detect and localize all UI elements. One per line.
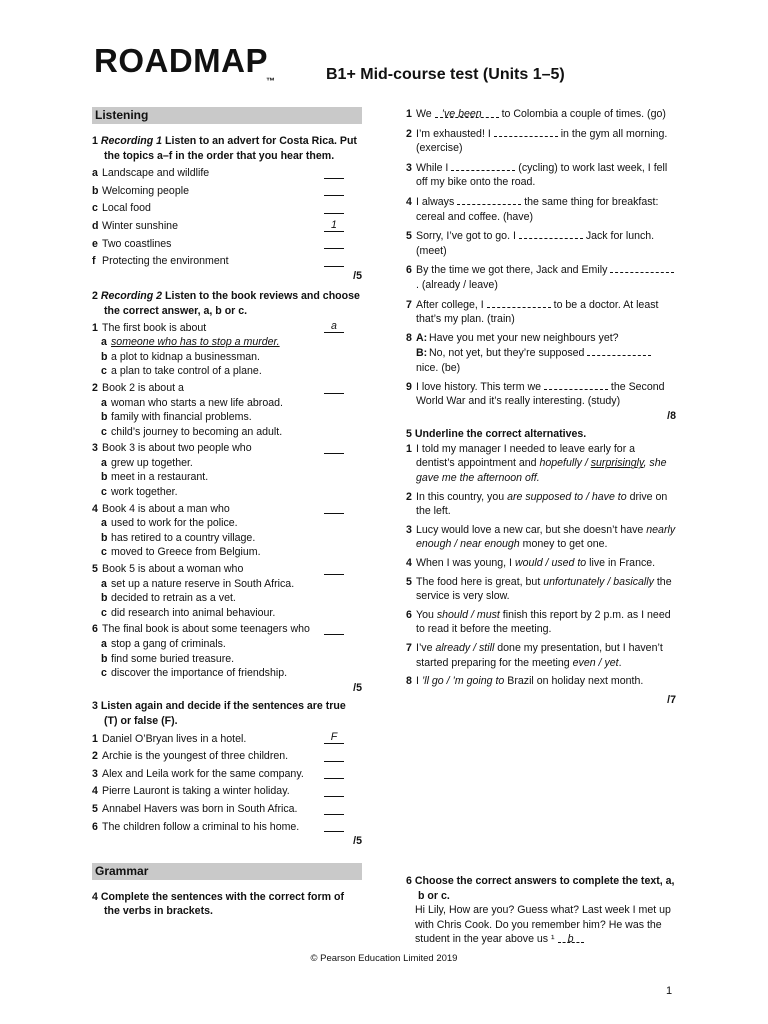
q4-number: 4: [92, 890, 98, 903]
q5-item: [406, 641, 676, 670]
q5-list: [406, 442, 676, 689]
answer-blank[interactable]: [324, 622, 344, 635]
q4-item-post: the same thing for breakfast: cereal and coffee. (have): [416, 195, 659, 223]
q5-item-text: drive on the left.: [416, 490, 668, 518]
q1-item-text: Welcoming people: [102, 184, 189, 197]
q5-alternatives[interactable]: unfortunately / basically: [543, 575, 654, 588]
q4-item-9-number: 9: [406, 380, 412, 393]
q3-item: [92, 784, 362, 799]
q3-number: 3: [92, 700, 98, 713]
q1-text: Listen to an advert for Costa Rica. Put the topics a–f in the order that you hear them.: [104, 135, 357, 162]
q4-item-number: 4: [406, 195, 412, 208]
q5-item-text: live in France.: [586, 557, 656, 570]
q2-item: [92, 562, 362, 620]
answer-blank[interactable]: [324, 802, 344, 815]
q6-instruction: [406, 874, 676, 903]
q4-item: [406, 228, 676, 258]
q5-alternatives[interactable]: already / still: [435, 642, 495, 654]
q3-item-text: Archie is the youngest of three children.: [102, 750, 289, 763]
q3-score: /5: [353, 835, 362, 848]
q3-item: [92, 749, 362, 764]
q5-item: [406, 608, 676, 637]
q1-item-text: Two coastlines: [102, 237, 172, 250]
q1-item: [92, 254, 362, 269]
q5-item-number: 2: [406, 490, 412, 503]
answer-blank[interactable]: [487, 297, 551, 308]
q4-item-post: to be a doctor. At least that’s my plan. (train): [416, 298, 659, 326]
q2-option: [92, 425, 362, 440]
q2-option: [92, 637, 362, 652]
q4-item: [406, 160, 676, 190]
q2-option: [92, 485, 362, 500]
trademark-mark: ™: [266, 76, 275, 86]
answer-blank[interactable]: [324, 183, 344, 196]
q5-item-text: Brazil on holiday next month.: [504, 675, 644, 688]
q3-item: [92, 802, 362, 817]
q6-text: Choose the correct answers to complete the text, a, b or c.: [414, 875, 675, 902]
q1-item-letter: e: [92, 237, 98, 250]
q2-option-letter: a: [101, 396, 107, 409]
q4-item-number: 3: [406, 161, 412, 174]
q3-item-number: 6: [92, 820, 98, 833]
q2-option-letter: a: [101, 517, 107, 530]
q2-item-stem-text: Book 5 is about a woman who: [102, 563, 244, 576]
answer-blank[interactable]: [324, 562, 344, 575]
q3-item-text: Alex and Leila work for the same company.: [102, 767, 304, 780]
page-title: B1+ Mid-course test (Units 1–5): [326, 66, 565, 83]
q5-item-text: money to get one.: [519, 538, 608, 551]
q2-instruction: [92, 289, 362, 318]
q5-item-text: I’ve: [416, 642, 436, 654]
q5-item-text: The food here is great, but: [416, 575, 544, 588]
q4-item-post: in the gym all morning. (exercise): [416, 127, 668, 155]
q5-item-text: You: [416, 608, 437, 621]
q5-alternatives[interactable]: ’ll go / ’m going to: [421, 675, 505, 688]
q2-option-text: discover the importance of friendship.: [111, 667, 288, 680]
q2-option: [92, 652, 362, 667]
q2-item-stem-text: The first book is about: [102, 321, 207, 334]
speaker-b-label: B:: [416, 347, 428, 360]
q2-item-number: 2: [92, 381, 98, 394]
q6-block: [406, 874, 676, 947]
section-heading-grammar: Grammar: [92, 863, 362, 880]
q5-item-text: done my presentation, but I haven’t started preparing for the meeting: [416, 642, 663, 669]
q2-option-letter: c: [101, 425, 107, 438]
answer-blank[interactable]: [324, 166, 344, 179]
q1-item: [92, 166, 362, 181]
answer-blank[interactable]: [324, 784, 344, 797]
q2-option-text: did research into animal behaviour.: [111, 606, 276, 619]
q4-item-8-number: 8: [406, 331, 412, 344]
q2-option-letter: b: [101, 471, 108, 484]
answer-blank[interactable]: [324, 381, 344, 394]
answer-blank[interactable]: [324, 766, 344, 779]
q5-item-text: When I was young, I: [416, 557, 515, 570]
q2-item: [92, 321, 362, 379]
q2-option: [92, 335, 362, 350]
q5-alternatives[interactable]: nearly enough / near enough: [416, 523, 676, 551]
answer-blank[interactable]: [519, 228, 583, 239]
answer-blank[interactable]: [587, 345, 651, 356]
q2-item-number: 3: [92, 442, 98, 455]
q4-item-number: 2: [406, 127, 412, 140]
answer-blank[interactable]: [494, 126, 558, 137]
q5-item-number: 6: [406, 608, 412, 621]
q2-score: /5: [353, 681, 362, 694]
q3-item-text: Annabel Havers was born in South Africa.: [102, 802, 298, 815]
q1-recording: Recording 1: [100, 135, 163, 147]
q1-instruction: [92, 134, 362, 163]
q6-answer-blank[interactable]: b: [558, 932, 584, 943]
q2-item-stem-text: The final book is about some teenagers who: [102, 623, 310, 636]
q2-option-letter: a: [101, 638, 107, 650]
q5-item-number: 3: [406, 523, 412, 536]
q3-item-number: 3: [92, 767, 98, 780]
q2-option-letter: c: [101, 546, 107, 559]
q3-item-number: 4: [92, 785, 98, 798]
q2-option-text: someone who has to stop a murder.: [111, 336, 280, 349]
q5-item-number: 7: [406, 642, 412, 654]
answer-blank[interactable]: [324, 749, 344, 762]
q5-item: [406, 556, 676, 571]
q2-option-text: work together.: [111, 486, 178, 499]
q2-option-text: woman who starts a new life abroad.: [111, 396, 283, 409]
q2-option-letter: a: [101, 336, 107, 349]
q2-option: [92, 516, 362, 531]
q5-item-number: 5: [406, 575, 412, 588]
q4-item-pre: I’m exhausted! I: [416, 127, 491, 140]
q1-item-letter: d: [92, 219, 99, 232]
q5-item-text: Lucy would love a new car, but she doesn’t have: [416, 523, 647, 536]
q2-item-stem: [92, 622, 362, 637]
q2-item-stem: [92, 441, 362, 456]
q2-option: [92, 577, 362, 592]
q3-item-number: 2: [92, 750, 98, 763]
q2-option-letter: b: [101, 531, 108, 544]
q3-item-text: Pierre Lauront is taking a winter holiday.: [102, 785, 290, 798]
q5-item-text: In this country, you: [416, 490, 508, 503]
q2-item-number: 4: [92, 502, 98, 515]
q5-number: 5: [406, 428, 412, 441]
q5-alternatives[interactable]: are supposed to / have to: [507, 490, 627, 503]
q2-option: [92, 410, 362, 425]
q4-item-number: 5: [406, 230, 412, 243]
q2-option-text: find some buried treasure.: [111, 652, 235, 665]
q2-option: [92, 666, 362, 681]
q2-item-stem-text: Book 3 is about two people who: [102, 442, 252, 455]
q3-instruction: [92, 699, 362, 728]
q5-alternatives[interactable]: surprisingly: [590, 457, 644, 470]
q2-option-text: used to work for the police.: [111, 517, 238, 530]
q3-item: [92, 820, 362, 835]
q4-item-8: [406, 331, 676, 376]
q2-option-text: a plot to kidnap a businessman.: [111, 350, 260, 363]
q2-option-letter: b: [101, 652, 108, 665]
q3-item: [92, 732, 362, 747]
q4-item-number: 1: [406, 108, 412, 120]
q5-score: /7: [667, 693, 676, 706]
q2-option-text: a plan to take control of a plane.: [111, 365, 262, 378]
q1-item: [92, 219, 362, 234]
q5-item-number: 8: [406, 675, 412, 688]
q6-number: 6: [406, 875, 412, 887]
q2-item-number: 6: [92, 623, 98, 636]
q2-option-text: meet in a restaurant.: [111, 471, 209, 484]
q4-instruction: [92, 890, 362, 919]
q6-body-text: Hi Lily, How are you? Guess what? Last week I met up with Chris Cook. Do you remember him? He was the student in the year above us ¹: [415, 904, 671, 946]
q2-option: [92, 531, 362, 546]
q2-option-text: grew up together.: [111, 456, 193, 469]
q2-list: [92, 321, 362, 681]
q2-text: Listen to the book reviews and choose the correct answer, a, b or c.: [104, 290, 360, 317]
q5-item: [406, 674, 676, 689]
q2-item-number: 1: [92, 321, 98, 334]
q2-item-stem: [92, 562, 362, 577]
q2-option-text: has retired to a country village.: [111, 531, 256, 544]
q6-body: [406, 903, 676, 947]
q4-item-post: (cycling) to work last week, I fell off my bike onto the road.: [416, 161, 668, 189]
q1-item: [92, 201, 362, 216]
q1-list: [92, 166, 362, 269]
q1-item-text: Protecting the environment: [102, 255, 229, 268]
q5-alternatives[interactable]: would / used to: [514, 557, 587, 570]
q5-instruction: [406, 427, 676, 442]
q4-item-post: . (already / leave): [416, 278, 498, 291]
roadmap-logo: ROADMAP: [94, 42, 268, 79]
q1-score: /5: [353, 269, 362, 282]
answer-blank[interactable]: 1: [324, 219, 344, 232]
q2-option-letter: c: [101, 667, 107, 680]
q5-alternatives[interactable]: hopefully /: [539, 457, 591, 470]
answer-blank[interactable]: F: [324, 731, 344, 744]
q2-option: [92, 591, 362, 606]
speaker-a-text: Have you met your new neighbours yet?: [428, 331, 619, 344]
q4-item-number: 7: [406, 298, 412, 311]
answer-blank[interactable]: [324, 236, 344, 249]
q4-item: [406, 126, 676, 156]
q5-alternatives[interactable]: should / must: [436, 608, 500, 621]
copyright: © Pearson Education Limited 2019: [310, 953, 458, 964]
q4-item-pre: I always: [416, 195, 455, 208]
q2-item: [92, 441, 362, 499]
q1-item-letter: f: [92, 255, 96, 268]
q2-option: [92, 470, 362, 485]
answer-blank[interactable]: ’ve been: [435, 107, 499, 118]
left-column: [92, 107, 362, 919]
q2-item-number: 5: [92, 563, 98, 576]
q4-item-9: [406, 379, 676, 409]
q1-item-text: Landscape and wildlife: [102, 167, 210, 180]
q2-item-stem-text: Book 4 is about a man who: [102, 502, 230, 515]
q1-number: 1: [92, 135, 98, 147]
q1-item-text: Local food: [102, 202, 151, 215]
q5-item-text: I told my manager I needed to leave early for a dentist’s appointment and: [416, 442, 636, 470]
q2-option-text: decided to retrain as a vet.: [111, 592, 236, 605]
q2-item: [92, 502, 362, 560]
section-heading-listening: Listening: [92, 107, 362, 124]
q5-item-text: the service is very slow.: [416, 575, 672, 603]
q4-item-post: to Colombia a couple of times. (go): [501, 108, 666, 120]
q2-option-text: set up a nature reserve in South Africa.: [111, 577, 295, 590]
q3-list: [92, 732, 362, 835]
q4-item-number: 6: [406, 264, 412, 277]
answer-blank[interactable]: [324, 254, 344, 267]
q2-option: [92, 350, 362, 365]
q2-item-stem: [92, 321, 362, 336]
q4-item-pre: Sorry, I’ve got to go. I: [416, 230, 516, 243]
q1-item-text: Winter sunshine: [102, 219, 178, 232]
q4-item-post: Jack for lunch. (meet): [416, 230, 655, 257]
q4-score: /8: [667, 409, 676, 422]
answer-blank[interactable]: [324, 501, 344, 514]
q4-list: [406, 107, 676, 327]
q2-option-letter: a: [101, 577, 107, 590]
q2-item-stem: [92, 502, 362, 517]
q1-item-letter: c: [92, 202, 98, 215]
q4-item-9-pre: I love history. This term we: [416, 380, 542, 393]
answer-blank[interactable]: [544, 379, 608, 390]
q5-item-text: I: [416, 675, 422, 688]
q4-item-pre: After college, I: [416, 298, 484, 311]
answer-blank[interactable]: [324, 441, 344, 454]
q5-item-number: 1: [406, 442, 412, 455]
q2-option-letter: b: [101, 592, 108, 605]
right-column: [406, 107, 676, 707]
q4-item-pre: By the time we got there, Jack and Emily: [416, 264, 608, 277]
q5-item: [406, 575, 676, 604]
speaker-a-label: A:: [416, 331, 428, 344]
q5-item-text: .: [618, 656, 622, 669]
q2-option: [92, 545, 362, 560]
q2-option-letter: c: [101, 365, 107, 378]
answer-blank[interactable]: [457, 194, 521, 205]
q1-item-letter: a: [92, 167, 98, 180]
q1-item: [92, 237, 362, 252]
speaker-b-post: nice. (be): [416, 361, 461, 374]
answer-blank[interactable]: [324, 201, 344, 214]
q2-option-letter: c: [101, 606, 107, 619]
q2-option: [92, 606, 362, 621]
q2-option-text: moved to Greece from Belgium.: [111, 546, 261, 559]
q5-text: Underline the correct alternatives.: [414, 428, 587, 441]
q5-item: [406, 490, 676, 519]
answer-blank[interactable]: [451, 160, 515, 171]
q2-number: 2: [92, 290, 98, 303]
q3-text: Listen again and decide if the sentences are true (T) or false (F).: [100, 700, 346, 727]
q2-option-letter: c: [101, 486, 107, 499]
answer-blank[interactable]: [324, 819, 344, 832]
q3-item-text: Daniel O’Bryan lives in a hotel.: [102, 732, 247, 745]
q4-item: [406, 194, 676, 224]
q4-item: [406, 107, 676, 122]
q5-item-text: finish this report by 2 p.m. as I need to read it before the meeting.: [416, 608, 671, 636]
q5-item-number: 4: [406, 557, 412, 570]
q2-item-stem-text: Book 2 is about a: [102, 381, 184, 394]
q5-alternatives[interactable]: , she gave me the afternoon off.: [416, 457, 667, 485]
q2-item: [92, 622, 362, 680]
q5-item: [406, 442, 676, 486]
q3-item: [92, 767, 362, 782]
q2-option-text: stop a gang of criminals.: [111, 638, 226, 650]
q2-option: [92, 456, 362, 471]
answer-blank[interactable]: [610, 262, 674, 273]
page-number: 1: [666, 985, 673, 997]
q3-item-number: 1: [92, 732, 98, 745]
q2-item: [92, 381, 362, 439]
q1-item-letter: b: [92, 184, 99, 197]
q4-item: [406, 297, 676, 327]
answer-blank[interactable]: a: [324, 320, 344, 333]
q2-recording: Recording 2: [100, 290, 163, 303]
q2-option-letter: b: [101, 411, 108, 424]
q2-option: [92, 396, 362, 411]
q4-text: Complete the sentences with the correct form of the verbs in brackets.: [100, 890, 344, 918]
q2-item-stem: [92, 381, 362, 396]
speaker-b-text: No, not yet, but they’re supposed: [428, 347, 585, 360]
q5-alternatives[interactable]: even / yet: [572, 656, 619, 669]
q4-item-9-post: the Second World War and it’s really interesting. (study): [416, 380, 665, 408]
q2-option-text: child’s journey to becoming an adult.: [111, 425, 283, 438]
q3-item-text: The children follow a criminal to his home.: [102, 820, 300, 833]
q2-option-letter: a: [101, 456, 107, 469]
q4-item-pre: We: [416, 108, 432, 120]
q4-item: [406, 262, 676, 292]
q4-item-pre: While I: [416, 161, 449, 174]
q3-item-number: 5: [92, 802, 98, 815]
q2-option-text: family with financial problems.: [111, 411, 252, 424]
q2-option: [92, 364, 362, 379]
q2-option-letter: b: [101, 350, 108, 363]
q1-item: [92, 184, 362, 199]
q5-item: [406, 523, 676, 552]
